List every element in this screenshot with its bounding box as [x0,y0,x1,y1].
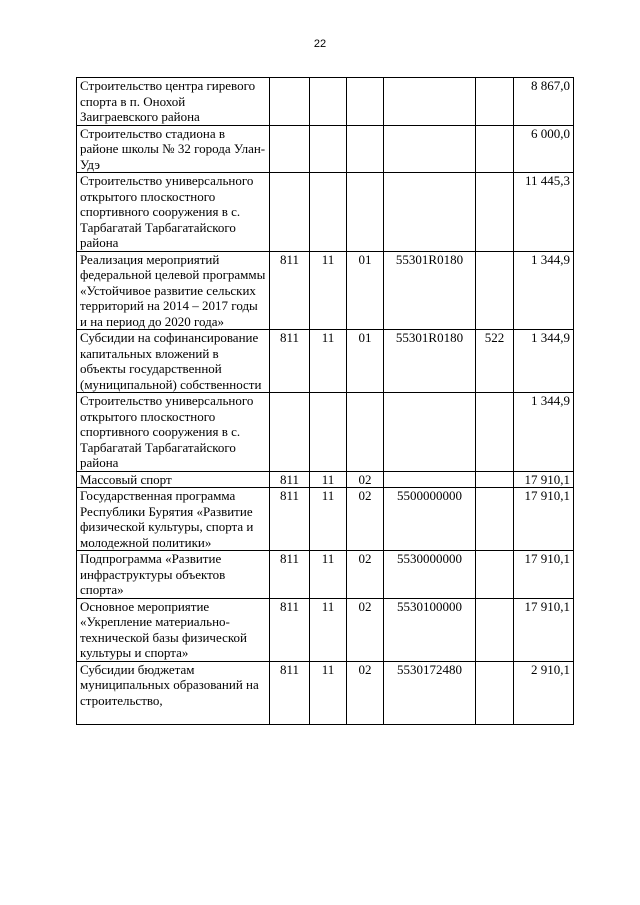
expense-type-cell [476,598,514,661]
page-number: 22 [313,38,327,50]
amount-cell: 1 344,9 [514,393,574,472]
table-row [77,125,574,173]
budget-table [76,77,574,725]
section-cell: 11 [310,661,347,724]
expense-type-cell [476,551,514,599]
row-name-cell: Строительство универсального открытого плоскостного спортивного сооружения в с. Тарбагатай Тарбагатайского района [77,393,270,472]
row-name-cell: Государственная программа Республики Бурятия «Развитие физической культуры, спорта и молодежной политики» [77,488,270,551]
target-article-cell: 5500000000 [384,488,476,551]
grbs-cell: 811 [270,330,310,393]
row-name-cell: Строительство центра гиревого спорта в п. Онохой Заиграевского района [77,78,270,126]
grbs-cell: 811 [270,251,310,330]
row-name-cell: Подпрограмма «Развитие инфраструктуры объектов спорта» [77,551,270,599]
section-cell: 11 [310,551,347,599]
section-cell: 11 [310,488,347,551]
grbs-cell: 811 [270,488,310,551]
row-name-cell: Строительство стадиона в районе школы № 32 города Улан-Удэ [77,125,270,173]
table-row [77,661,574,724]
amount-cell: 17 910,1 [514,598,574,661]
expense-type-cell [476,125,514,173]
table-row [77,173,574,252]
subsection-cell [347,393,384,472]
row-name-cell: Основное мероприятие «Укрепление материально-технической базы физической культуры и спорта» [77,598,270,661]
section-cell [310,173,347,252]
table-row [77,393,574,472]
expense-type-cell [476,78,514,126]
grbs-cell [270,125,310,173]
target-article-cell [384,471,476,488]
table-row [77,598,574,661]
grbs-cell: 811 [270,598,310,661]
amount-cell: 17 910,1 [514,471,574,488]
expense-type-cell [476,661,514,724]
section-cell [310,78,347,126]
amount-cell: 1 344,9 [514,251,574,330]
grbs-cell: 811 [270,551,310,599]
amount-cell: 17 910,1 [514,488,574,551]
target-article-cell [384,393,476,472]
grbs-cell: 811 [270,471,310,488]
target-article-cell: 5530172480 [384,661,476,724]
row-name-cell: Субсидии бюджетам муниципальных образований на строительство, [77,661,270,724]
target-article-cell: 55301R0180 [384,330,476,393]
subsection-cell [347,78,384,126]
grbs-cell [270,78,310,126]
expense-type-cell: 522 [476,330,514,393]
expense-type-cell [476,393,514,472]
amount-cell: 17 910,1 [514,551,574,599]
subsection-cell: 01 [347,330,384,393]
amount-cell: 6 000,0 [514,125,574,173]
expense-type-cell [476,173,514,252]
row-name-cell: Массовый спорт [77,471,270,488]
expense-type-cell [476,471,514,488]
subsection-cell: 02 [347,551,384,599]
target-article-cell [384,173,476,252]
table-row [77,471,574,488]
table-row [77,488,574,551]
section-cell: 11 [310,330,347,393]
grbs-cell [270,393,310,472]
target-article-cell: 55301R0180 [384,251,476,330]
section-cell: 11 [310,598,347,661]
row-name-cell: Строительство универсального открытого плоскостного спортивного сооружения в с. Тарбагатай Тарбагатайского района [77,173,270,252]
row-name-cell: Субсидии на софинансирование капитальных вложений в объекты государственной (муниципальной) собственности [77,330,270,393]
table-row [77,78,574,126]
section-cell [310,393,347,472]
target-article-cell [384,125,476,173]
grbs-cell: 811 [270,661,310,724]
expense-type-cell [476,488,514,551]
expense-type-cell [476,251,514,330]
amount-cell: 2 910,1 [514,661,574,724]
subsection-cell: 02 [347,661,384,724]
target-article-cell [384,78,476,126]
subsection-cell [347,173,384,252]
subsection-cell: 02 [347,598,384,661]
table-row [77,551,574,599]
subsection-cell [347,125,384,173]
table-row [77,330,574,393]
table-row [77,251,574,330]
subsection-cell: 01 [347,251,384,330]
section-cell: 11 [310,251,347,330]
subsection-cell: 02 [347,488,384,551]
amount-cell: 1 344,9 [514,330,574,393]
target-article-cell: 5530100000 [384,598,476,661]
section-cell: 11 [310,471,347,488]
section-cell [310,125,347,173]
row-name-cell: Реализация мероприятий федеральной целевой программы «Устойчивое развитие сельских территорий на 2014 – 2017 годы и на период до 2020 года» [77,251,270,330]
amount-cell: 8 867,0 [514,78,574,126]
target-article-cell: 5530000000 [384,551,476,599]
grbs-cell [270,173,310,252]
amount-cell: 11 445,3 [514,173,574,252]
subsection-cell: 02 [347,471,384,488]
